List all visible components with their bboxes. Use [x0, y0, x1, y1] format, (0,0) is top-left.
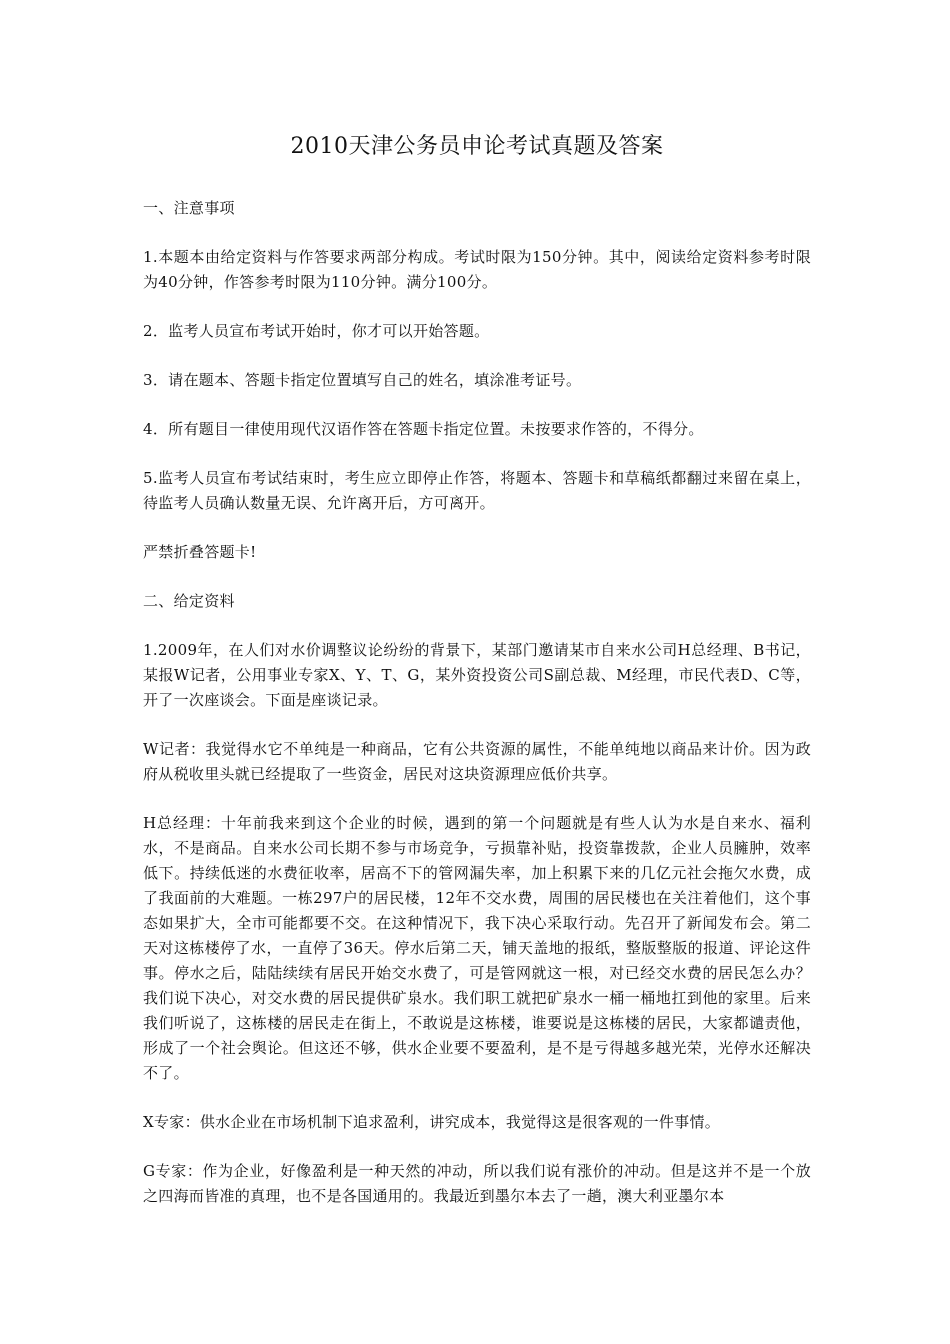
speaker-h-manager: H总经理：十年前我来到这个企业的时候，遇到的第一个问题就是有些人认为水是自来水、福利水，不是商品。自来水公司长期不参与市场竞争，亏损靠补贴，投资靠拨款，企业人员臃肿，效率低下。持续低迷的水费征收率，居高不下的管网漏失率，加上积累下来的几亿元社会拖欠水费，成了我面前的大难题。一栋297户的居民楼，12年不交水费，周围的居民楼也在关注着他们，这个事态如果扩大，全市可能都要不交。在这种情况下，我下决心采取行动。先召开了新闻发布会。第二天对这栋楼停了水，一直停了36天。停水后第二天，铺天盖地的报纸，整版整版的报道、评论这件事。停水之后，陆陆续续有居民开始交水费了，可是管网就这一根，对已经交水费的居民怎么办？我们说下决心，对交水费的居民提供矿泉水。我们职工就把矿泉水一桶一桶地扛到他的家里。后来我们听说了，这栋楼的居民走在街上，不敢说是这栋楼，谁要说是这栋楼的居民，大家都谴责他，形成了一个社会舆论。但这还不够，供水企业要不要盈利，是不是亏得越多越光荣，光停水还解决不了。	[143, 814, 811, 1082]
speaker-w-reporter: W记者：我觉得水它不单纯是一种商品，它有公共资源的属性，不能单纯地以商品来计价。因为政府从税收里头就已经提取了一些资金，居民对这块资源理应低价共享。	[143, 740, 811, 783]
warning-line: 严禁折叠答题卡!	[143, 543, 257, 561]
note-item-5: 5.监考人员宣布考试结束时，考生应立即停止作答，将题本、答题卡和草稿纸都翻过来留在桌上，待监考人员确认数量无误、允许离开后，方可离开。	[143, 469, 811, 512]
speaker-x-expert: X专家：供水企业在市场机制下追求盈利，讲究成本，我觉得这是很客观的一件事情。	[143, 1113, 721, 1131]
note-item-3: 3．请在题本、答题卡指定位置填写自己的姓名，填涂准考证号。	[143, 371, 582, 389]
document-page	[143, 130, 811, 1233]
note-item-4: 4．所有题目一律使用现代汉语作答在答题卡指定位置。未按要求作答的，不得分。	[143, 420, 704, 438]
section-heading-materials: 二、给定资料	[143, 592, 235, 610]
material-intro: 1.2009年，在人们对水价调整议论纷纷的背景下，某部门邀请某市自来水公司H总经理、B书记，某报W记者，公用事业专家X、Y、T、G，某外资投资公司S副总裁、M经理，市民代表D、C等，开了一次座谈会。下面是座谈记录。	[143, 641, 811, 709]
section-heading-notes: 一、注意事项	[143, 199, 235, 217]
speaker-g-expert: G专家：作为企业，好像盈利是一种天然的冲动，所以我们说有涨价的冲动。但是这并不是一个放之四海而皆准的真理，也不是各国通用的。我最近到墨尔本去了一趟，澳大利亚墨尔本	[143, 1162, 811, 1205]
note-item-2: 2．监考人员宣布考试开始时，你才可以开始答题。	[143, 322, 490, 340]
note-item-1: 1.本题本由给定资料与作答要求两部分构成。考试时限为150分钟。其中，阅读给定资料参考时限为40分钟，作答参考时限为110分钟。满分100分。	[143, 248, 811, 291]
document-title: 2010天津公务员申论考试真题及答案	[290, 134, 664, 159]
